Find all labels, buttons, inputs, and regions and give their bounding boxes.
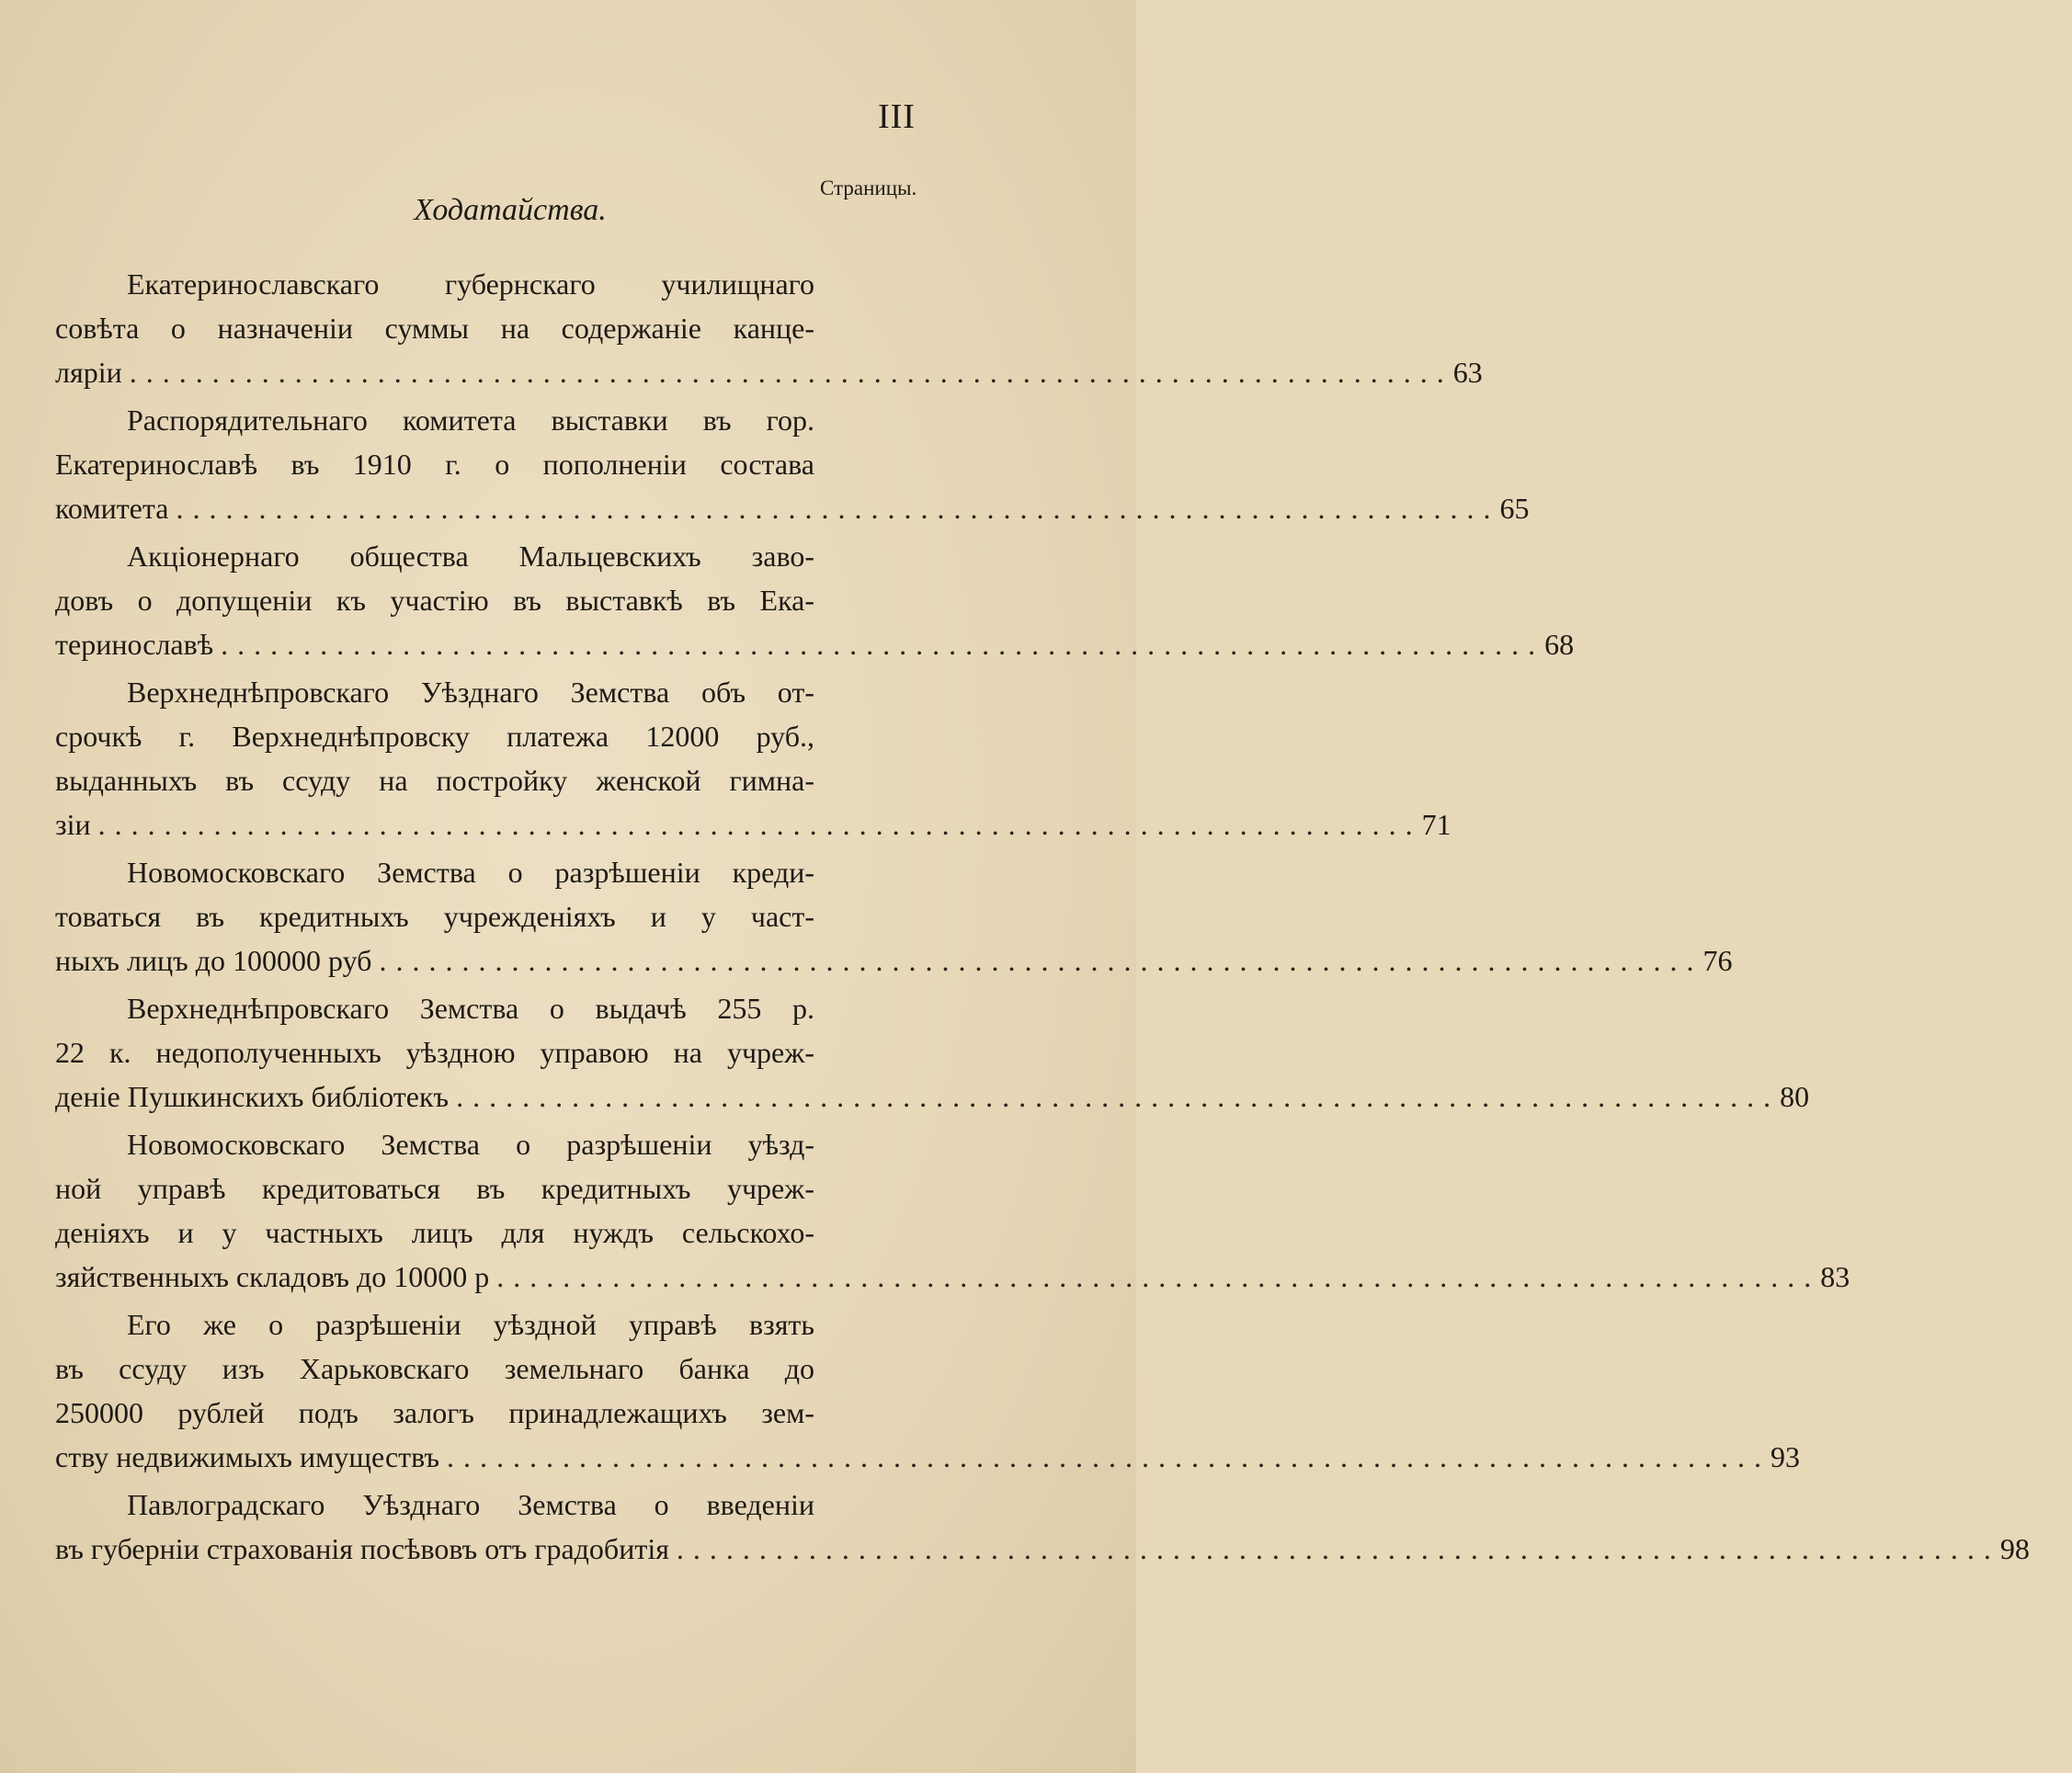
entry-page-number: 68 (1544, 628, 1575, 661)
entry-page-number: 98 (1999, 1532, 2030, 1565)
entry-last-line (55, 1074, 1810, 1119)
entry-text-line: ныхъ лицъ до 100000 руб (55, 944, 372, 977)
dot-leader: ................................................................................ (221, 628, 1545, 661)
dot-leader: ................................................................................ (129, 356, 1453, 389)
entry-text-line: зіи (55, 808, 91, 841)
petition-entry (55, 1122, 1850, 1299)
petition-entry (55, 670, 1452, 847)
dot-leader: ................................................................................ (456, 1080, 1781, 1113)
entry-text-line: Верхнеднѣпровскаго Уѣзднаго Земства объ от- (127, 676, 814, 709)
entry-last-line (55, 622, 1575, 666)
entry-last-line (55, 802, 1452, 847)
petition-entry (55, 1302, 1800, 1479)
entry-text-line: Екатеринославскаго губернскаго училищнаго (127, 267, 814, 301)
entry-text-line: теринославѣ (55, 628, 214, 661)
page-number: III (878, 97, 916, 136)
entry-page-number: 63 (1452, 356, 1483, 389)
entry-text-line: выданныхъ въ ссуду на постройку женской гимна- (55, 764, 814, 797)
entry-text-line: зяйственныхъ складовъ до 10000 р (55, 1260, 490, 1293)
entry-last-line (55, 1255, 1850, 1299)
entry-page-number: 76 (1702, 944, 1733, 977)
dot-leader: ................................................................................ (676, 1532, 2000, 1565)
entry-text-line: деніе Пушкинскихъ библіотекъ (55, 1080, 450, 1113)
entry-text-line: ной управѣ кредитоваться въ кредитныхъ учреж- (55, 1172, 814, 1205)
pages-column-header: Страницы. (820, 176, 917, 199)
entry-page-number: 80 (1780, 1080, 1810, 1113)
entry-text-line: Распорядительнаго комитета выставки въ гор. (127, 403, 814, 437)
petition-entry (55, 850, 1733, 983)
entry-page-number: 71 (1421, 808, 1452, 841)
entry-text-line: совѣта о назначеніи суммы на содержаніе канце- (55, 312, 814, 345)
dot-leader: ................................................................................ (496, 1260, 1821, 1293)
entry-text-line: въ губерніи страхованія посѣвовъ отъ градобитія (55, 1532, 669, 1565)
entry-text-line: Павлоградскаго Уѣзднаго Земства о введеніи (127, 1488, 814, 1521)
dot-leader: ................................................................................ (447, 1440, 1770, 1473)
entry-text-line: 22 к. недополученныхъ уѣздною управою на учреж- (55, 1036, 814, 1069)
petitions-list (55, 262, 2030, 1574)
entry-last-line (55, 486, 1530, 530)
entry-text-line: Новомосковскаго Земства о разрѣшеніи креди- (127, 856, 814, 889)
dot-leader: ................................................................................ (176, 492, 1500, 525)
entry-page-number: 83 (1820, 1260, 1850, 1293)
entry-text-line: срочкѣ г. Верхнеднѣпровску платежа 12000 руб., (55, 720, 814, 753)
entry-last-line (55, 938, 1733, 983)
entry-text-line: Акціонернаго общества Мальцевскихъ заво- (127, 540, 814, 573)
entry-text-line: Его же о разрѣшеніи уѣздной управѣ взять (127, 1308, 814, 1341)
petition-entry (55, 262, 1483, 394)
entry-last-line (55, 350, 1483, 394)
entry-last-line (55, 1435, 1800, 1479)
entry-last-line (55, 1527, 2030, 1571)
entry-text-line: Новомосковскаго Земства о разрѣшеніи уѣзд- (127, 1128, 814, 1161)
petition-entry (55, 1483, 2030, 1571)
petition-entry (55, 398, 1530, 530)
entry-text-line: деніяхъ и у частныхъ лицъ для нуждъ сельскохо- (55, 1216, 814, 1249)
section-title: Ходатайства. (414, 193, 607, 227)
entry-text-line: 250000 рублей подъ залогъ принадлежащихъ зем- (55, 1396, 814, 1429)
dot-leader: ................................................................................ (97, 808, 1422, 841)
petition-entry (55, 534, 1575, 666)
entry-text-line: въ ссуду изъ Харьковскаго земельнаго банка до (55, 1352, 814, 1385)
entry-text-line: Екатеринославѣ въ 1910 г. о пополненіи состава (55, 448, 814, 481)
entry-text-line: товаться въ кредитныхъ учрежденіяхъ и у част- (55, 900, 814, 933)
petition-entry (55, 986, 1810, 1119)
entry-text-line: Верхнеднѣпровскаго Земства о выдачѣ 255 р. (127, 992, 814, 1025)
entry-text-line: ляріи (55, 356, 122, 389)
entry-text-line: довъ о допущеніи къ участію въ выставкѣ въ Ека- (55, 584, 814, 617)
entry-text-line: ству недвижимыхъ имуществъ (55, 1440, 439, 1473)
dot-leader: ................................................................................ (379, 944, 1703, 977)
entry-page-number: 93 (1770, 1440, 1800, 1473)
entry-page-number: 65 (1499, 492, 1530, 525)
entry-text-line: комитета (55, 492, 169, 525)
